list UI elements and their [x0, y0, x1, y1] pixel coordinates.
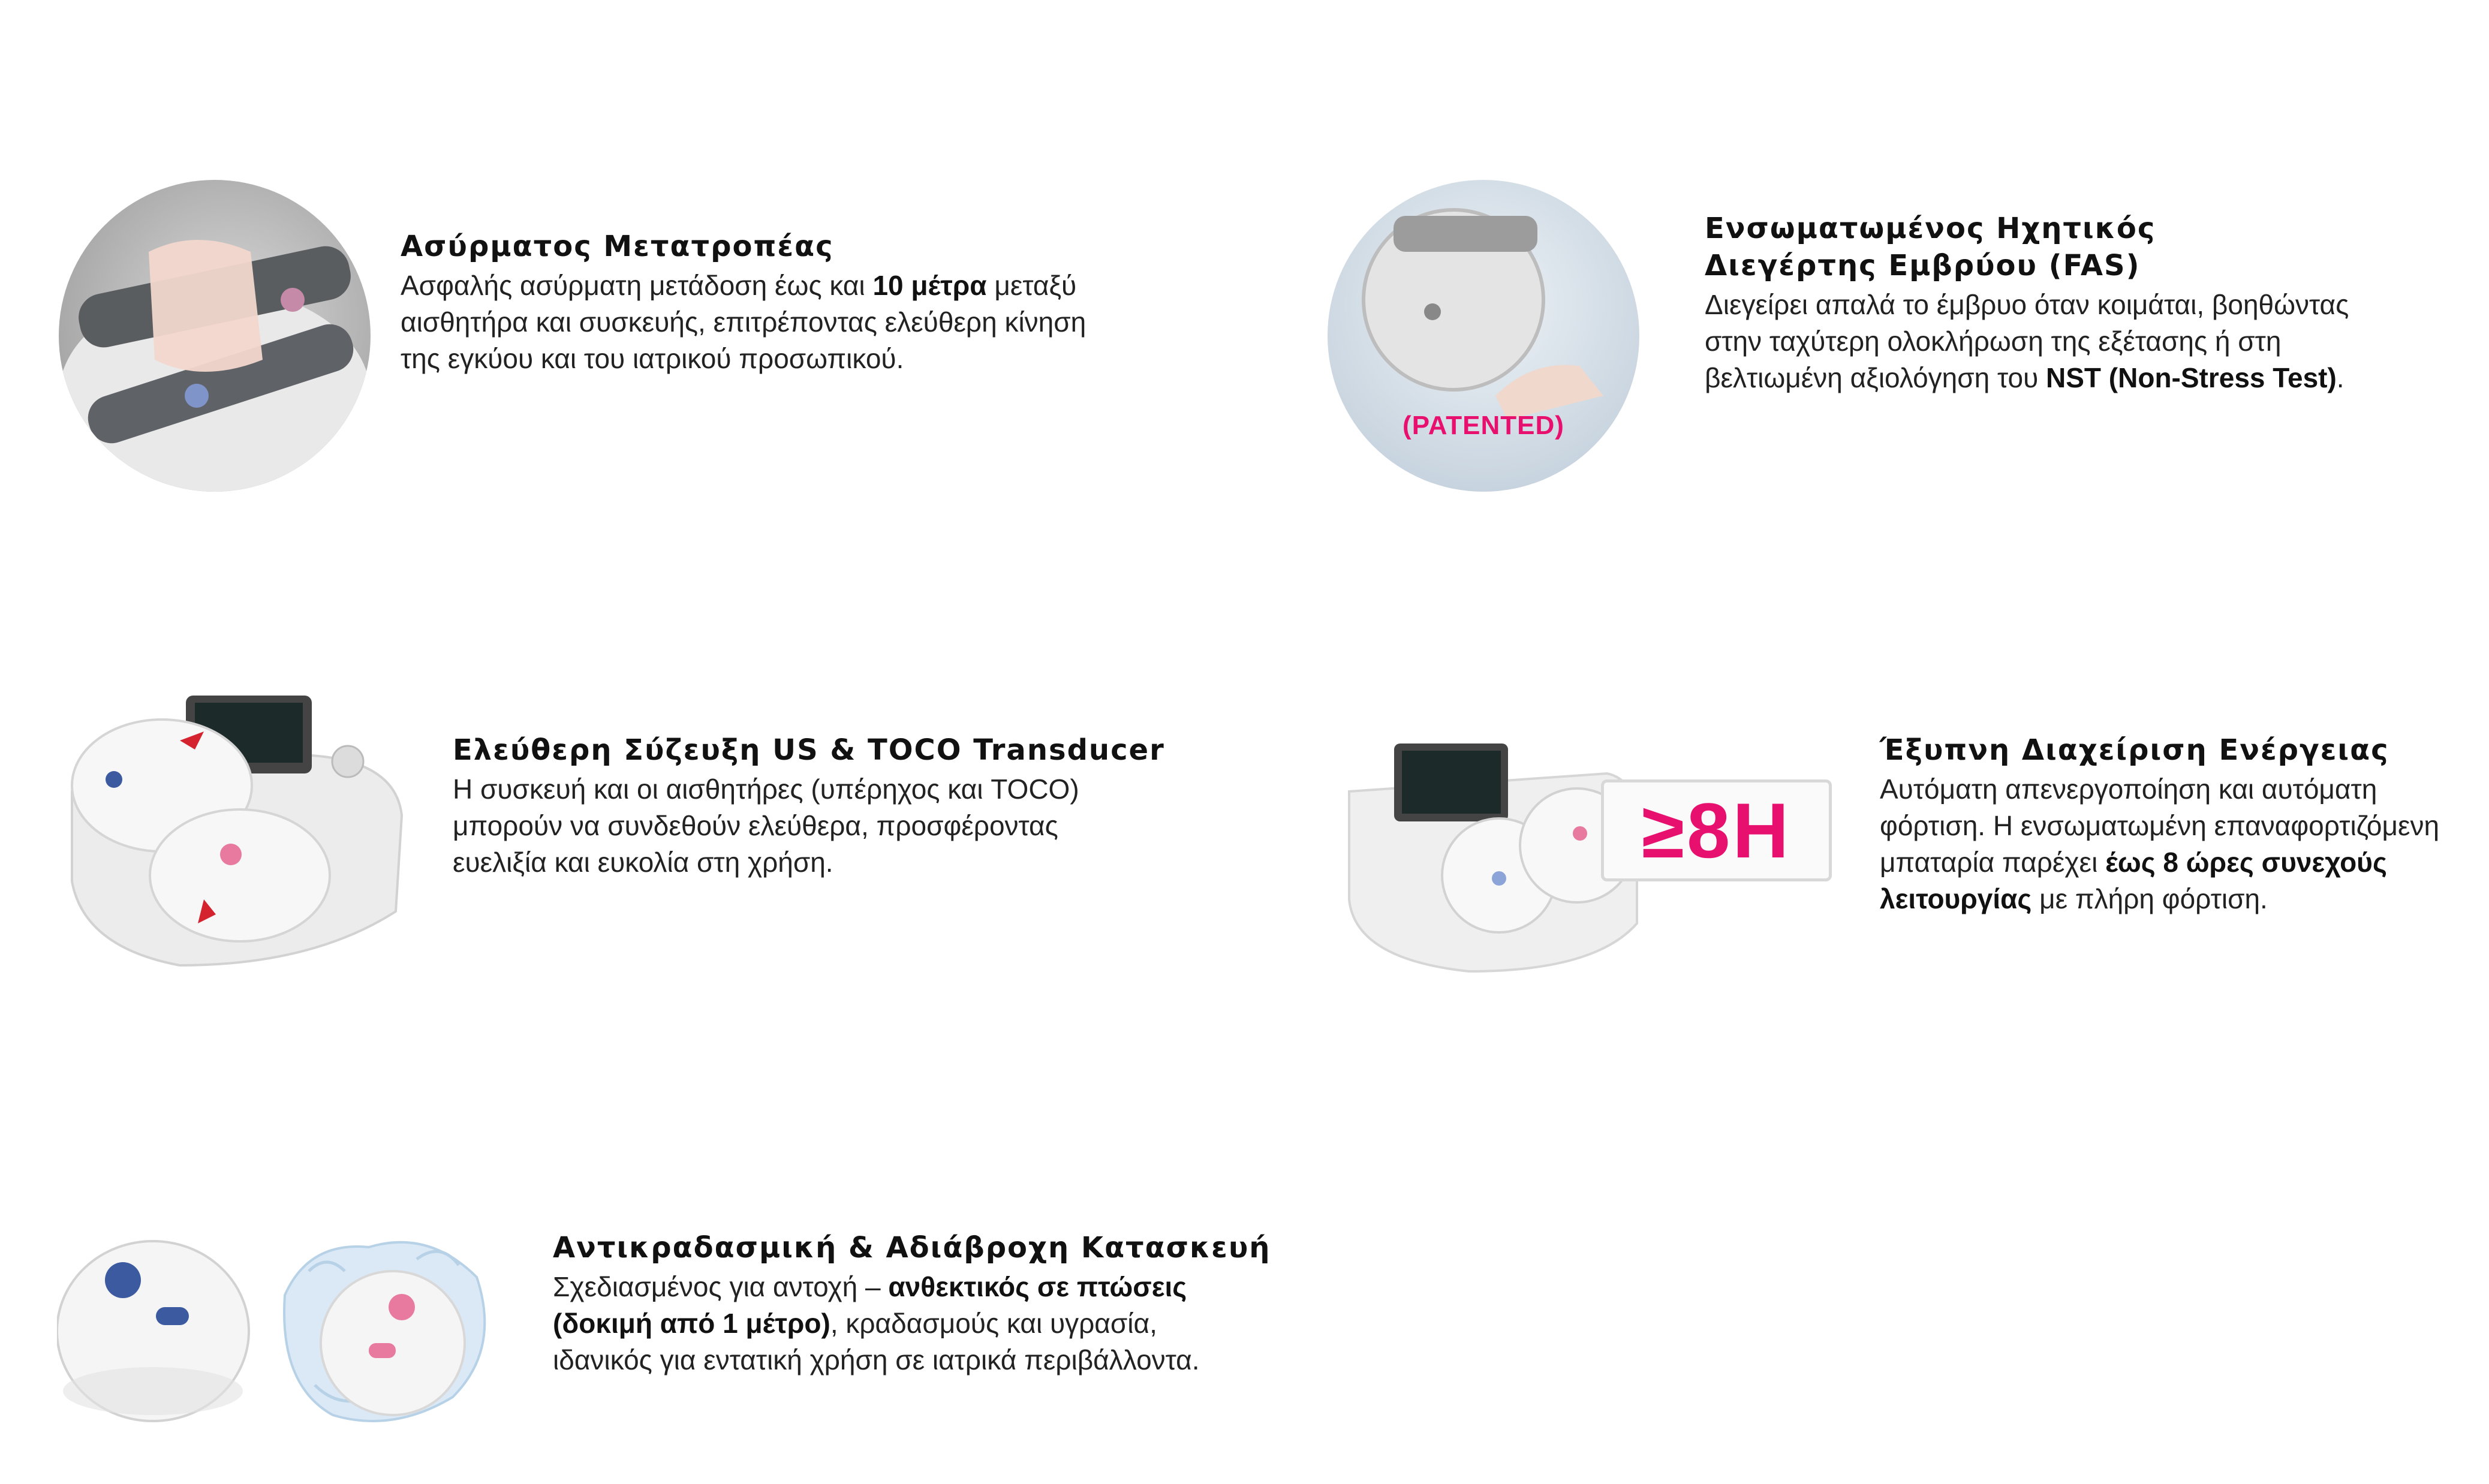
power-image — [1343, 708, 1835, 983]
feature-title: Αντικραδασμική & Αδιάβροχη Κατασκευή — [553, 1231, 1271, 1265]
wireless-image — [59, 180, 371, 492]
feature-power — [1880, 732, 2479, 917]
patented-badge: (PATENTED) — [1402, 411, 1564, 440]
feature-description: Σχεδιασμένος για αντοχή – ανθεκτικός σε πτώσεις (δοκιμή από 1 μέτρο), κραδασμούς και υγρασία, ιδανικός για εντατική χρήση σε ιατρικά περιβάλλοντα. — [553, 1271, 1200, 1375]
feature-title: Έξυπνη Διαχείριση Ενέργειας — [1880, 733, 2389, 767]
feature-description: Αυτόματη απενεργοποίηση και αυτόματη φόρτιση. Η ενσωματωμένη επαναφορτιζόμενη μπαταρία παρέχει έως 8 ώρες συνεχούς λειτουργίας με πλήρη φόρτιση. — [1880, 773, 2440, 914]
feature-description: Διεγείρει απαλά το έμβρυο όταν κοιμάται, βοηθώντας στην ταχύτερη ολοκλήρωση της εξέτασης ή στη βελτιωμένη αξιολόγηση του NST (Non-Stress Test). — [1705, 289, 2349, 393]
fas-image — [1328, 180, 1639, 492]
battery-badge — [1601, 779, 1832, 881]
feature-wireless — [401, 228, 1096, 377]
feature-title: Ελεύθερη Σύζευξη US & TOCO Transducer — [453, 733, 1165, 767]
feature-coupling — [453, 732, 1172, 881]
feature-description: Η συσκευή και οι αισθητήρες (υπέρηχος και TOCO) μπορούν να συνδεθούν ελεύθερα, προσφέροντας ευελιξία και ευκολία στη χρήση. — [453, 773, 1079, 878]
battery-hours-label: ≥8H — [1641, 787, 1792, 874]
feature-title: Ενσωματωμένος Ηχητικός Διεγέρτης Εμβρύου (FAS) — [1705, 212, 2156, 282]
rugged-image — [57, 1193, 513, 1445]
coupling-image — [60, 684, 420, 971]
feature-description: Ασφαλής ασύρματη μετάδοση έως και 10 μέτρα μεταξύ αισθητήρα και συσκευής, επιτρέποντας ελεύθερη κίνηση της εγκύου και του ιατρικού προσωπικού. — [401, 270, 1087, 374]
feature-title: Ασύρματος Μετατροπέας — [401, 230, 834, 263]
feature-rugged — [553, 1229, 1272, 1378]
feature-fas — [1705, 210, 2382, 396]
